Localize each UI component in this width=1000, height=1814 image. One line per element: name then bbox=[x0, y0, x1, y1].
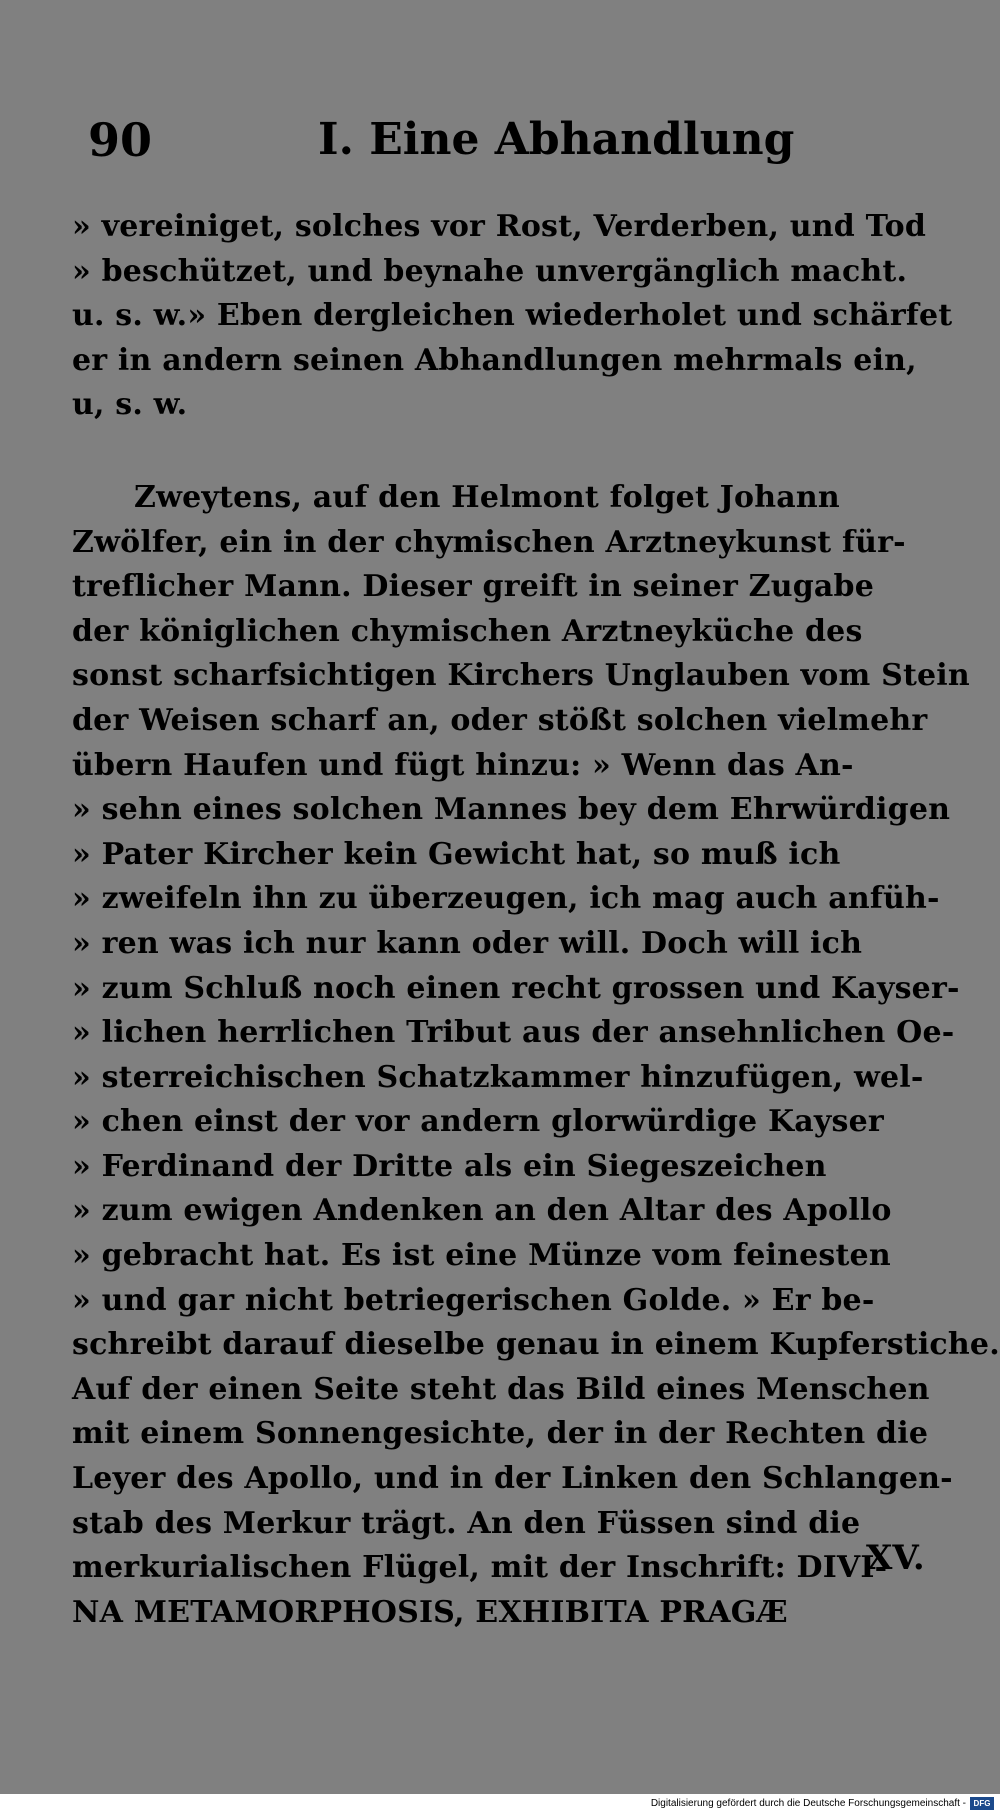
text-line: » zum ewigen Andenken an den Altar des Apollo bbox=[72, 1193, 892, 1229]
text-line: » zweifeln ihn zu überzeugen, ich mag auch anfüh- bbox=[72, 881, 940, 917]
text-line: u. s. w.» Eben dergleichen wiederholet und schärfet bbox=[72, 298, 953, 334]
text-line: der Weisen scharf an, oder stößt solchen vielmehr bbox=[72, 702, 928, 738]
text-line: merkurialischen Flügel, mit der Inschrift: DIVI- bbox=[72, 1550, 888, 1586]
text-line: Leyer des Apollo, und in der Linken den Schlangen- bbox=[72, 1461, 953, 1497]
page-number: 90 bbox=[88, 113, 153, 167]
text-line: » zum Schluß noch einen recht grossen und Kayser- bbox=[72, 970, 960, 1006]
dfg-logo-icon: DFG bbox=[970, 1797, 994, 1810]
text-line: u, s. w. bbox=[72, 387, 188, 423]
text-line: » Pater Kircher kein Gewicht hat, so muß ich bbox=[72, 836, 841, 872]
paragraph-gap bbox=[72, 428, 962, 476]
text-line: Auf der einen Seite steht das Bild eines Menschen bbox=[72, 1371, 930, 1407]
text-line: mit einem Sonnengesichte, der in der Rechten die bbox=[72, 1416, 929, 1452]
page-header bbox=[0, 110, 1000, 170]
text-line: » lichen herrlichen Tribut aus der ansehnlichen Oe- bbox=[72, 1015, 955, 1051]
text-line: » chen einst der vor andern glorwürdige Kayser bbox=[72, 1104, 884, 1140]
text-line: » Ferdinand der Dritte als ein Siegeszeichen bbox=[72, 1148, 827, 1184]
text-line: NA METAMORPHOSIS, EXHIBITA PRAGÆ bbox=[72, 1594, 788, 1630]
running-head: I. Eine Abhandlung bbox=[318, 114, 795, 165]
text-line: stab des Merkur trägt. An den Füssen sind die bbox=[72, 1505, 861, 1541]
catchword: XV. bbox=[866, 1538, 925, 1578]
text-line: treflicher Mann. Dieser greift in seiner Zugabe bbox=[72, 569, 874, 605]
text-line: » ren was ich nur kann oder will. Doch will ich bbox=[72, 925, 863, 961]
text-line: » sehn eines solchen Mannes bey dem Ehrwürdigen bbox=[72, 792, 951, 828]
text-line: der königlichen chymischen Arztneyküche des bbox=[72, 613, 863, 649]
text-line: er in andern seinen Abhandlungen mehrmals ein, bbox=[72, 342, 917, 378]
text-line: » und gar nicht betriegerischen Golde. » Er be- bbox=[72, 1282, 875, 1318]
footer-credit: Digitalisierung gefördert durch die Deutsche Forschungsgemeinschaft - bbox=[650, 1798, 966, 1809]
text-line: » vereiniget, solches vor Rost, Verderben, und Tod bbox=[72, 209, 927, 244]
text-line: Zwölfer, ein in der chymischen Arztneykunst für- bbox=[72, 524, 906, 560]
text-line: übern Haufen und fügt hinzu: » Wenn das An- bbox=[72, 747, 854, 783]
text-line: schreibt darauf dieselbe genau in einem Kupferstiche. bbox=[72, 1327, 1000, 1363]
text-line: » gebracht hat. Es ist eine Münze vom feinesten bbox=[72, 1238, 891, 1274]
text-line: sonst scharfsichtigen Kirchers Unglauben vom Stein bbox=[72, 658, 970, 694]
text-line: » beschützet, und beynahe unvergänglich macht. bbox=[72, 253, 908, 289]
digitization-footer bbox=[0, 1794, 1000, 1814]
body-text bbox=[72, 205, 1000, 1635]
text-line: Zweytens, auf den Helmont folget Johann bbox=[134, 479, 840, 515]
text-line: » sterreichischen Schatzkammer hinzufügen, wel- bbox=[72, 1059, 924, 1095]
